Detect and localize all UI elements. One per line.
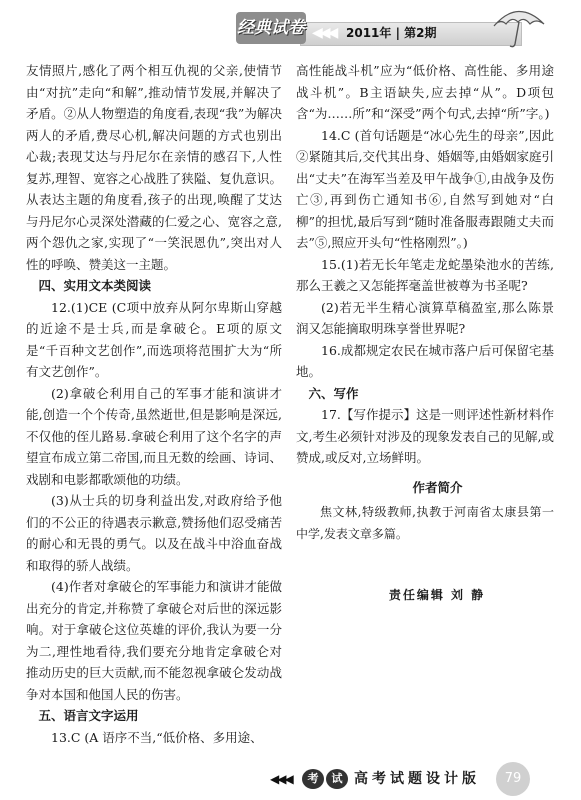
- paragraph: (2)若无半生精心演算草稿盈室,那么陈景润又怎能摘取明珠享誉世界呢?: [296, 299, 554, 336]
- paragraph: (2)拿破仑利用自己的军事才能和演讲才能,创造一个个传奇,虽然逝世,但是影响是深远,不仅他的侄儿路易.拿破仑利用了这个名字的声望宣布成立第二帝国,而且无数的绘画、诗词、戏剧和电影都歌颂他的功绩。: [26, 385, 282, 487]
- header-chevrons: ◀◀◀: [312, 25, 336, 41]
- page-header: [0, 0, 581, 52]
- paragraph: 16.成都规定农民在城市落户后可保留宅基地。: [296, 342, 554, 379]
- paragraph: 17.【写作提示】这是一则评述性新材料作文,考生必须针对涉及的现象发表自己的见解,或赞成,或反对,立场鲜明。: [296, 407, 554, 465]
- editor-credit: 责任编辑 刘 静: [388, 588, 486, 602]
- magazine-logo: 经典试卷: [236, 12, 306, 44]
- paragraph: 13.C (A 语序不当,“低价格、多用途、: [51, 729, 263, 745]
- page-number: 79: [496, 762, 530, 796]
- issue-label: 2011年 | 第2期: [346, 26, 437, 40]
- right-column: [296, 60, 554, 607]
- author-heading: 作者简介: [412, 479, 463, 495]
- section-heading: 四、实用文本类阅读: [38, 278, 152, 293]
- section-heading: 五、语言文字运用: [38, 708, 139, 723]
- paragraph: 15.(1)若无长年笔走龙蛇墨染池水的苦练,那么王羲之又怎能挥毫盖世被尊为书圣呢?: [296, 256, 554, 293]
- section-heading: 六、写作: [308, 385, 359, 401]
- umbrella-icon: [488, 2, 548, 50]
- paragraph: 12.(1)CE (C项中放弃从阿尔卑斯山穿越的近途不是士兵,而是拿破仑。E项的原文是“千百种文艺创作”,而选项将范围扩大为“所有文艺创作”。: [26, 299, 282, 379]
- paragraph: (3)从士兵的切身利益出发,对政府给予他们的不公正的待遇表示歉意,赞扬他们忍受痛苦的耐心和无畏的勇气。以及在战斗中浴血奋战和取得的骄人战绩。: [26, 493, 282, 573]
- page-footer: [270, 766, 570, 796]
- left-column: [26, 60, 282, 748]
- paragraph: 14.C (首句话题是“冰心先生的母亲”,因此②紧随其后,交代其出身、婚姻等,由婚姻家庭引出“丈夫”在海军当差及甲午战争①,由战争及伤亡③,再到伤亡通知书⑥,自然写到她对“白柳”的担忧,最后写到“随时准备服毒跟随丈夫而去”⑤,照应开头句“性格刚烈”。): [296, 127, 554, 250]
- footer-title: 高考试题设计版: [354, 771, 480, 787]
- footer-badge: 考: [302, 769, 324, 789]
- paragraph: 高性能战斗机”应为“低价格、高性能、多用途战斗机”。B主语缺失,应去掉“从”。D项包含“为……所”和“深受”两个句式,去掉“所”字。): [296, 63, 554, 121]
- footer-badge: 试: [326, 769, 348, 789]
- footer-arrows: ◀◀◀: [270, 772, 292, 786]
- paragraph: 友情照片,感化了两个相互仇视的父亲,使情节由“对抗”走向“和解”,推动情节发展,并解决了矛盾。②从人物塑造的角度看,表现“我”为解决两人的矛盾,费尽心机,解决问题的方式也别出心裁;表现艾达与丹尼尔在亲情的感召下,人性复苏,理智、宽容之心战胜了狭隘、复仇意识。从表达主题的角度看,孩子的出现,唤醒了艾达与丹尼尔心灵深处潜藏的仁爱之心、宽容之意,两个怨仇之家,实现了“一笑泯恩仇”,突出对人性的呼唤、赞美这一主题。: [26, 63, 282, 272]
- paragraph: (4)作者对拿破仑的军事能力和演讲才能做出充分的肯定,并称赞了拿破仑对后世的深远影响。对于拿破仑这位英雄的评价,我认为要一分为二,理性地看待,我们要充分地肯定拿破仑对推动历史的巨大贡献,而不能忽视拿破仑发动战争对本国和他国人民的伤害。: [26, 579, 282, 702]
- author-bio: 焦文林,特级教师,执教于河南省太康县第一中学,发表文章多篇。: [296, 505, 554, 541]
